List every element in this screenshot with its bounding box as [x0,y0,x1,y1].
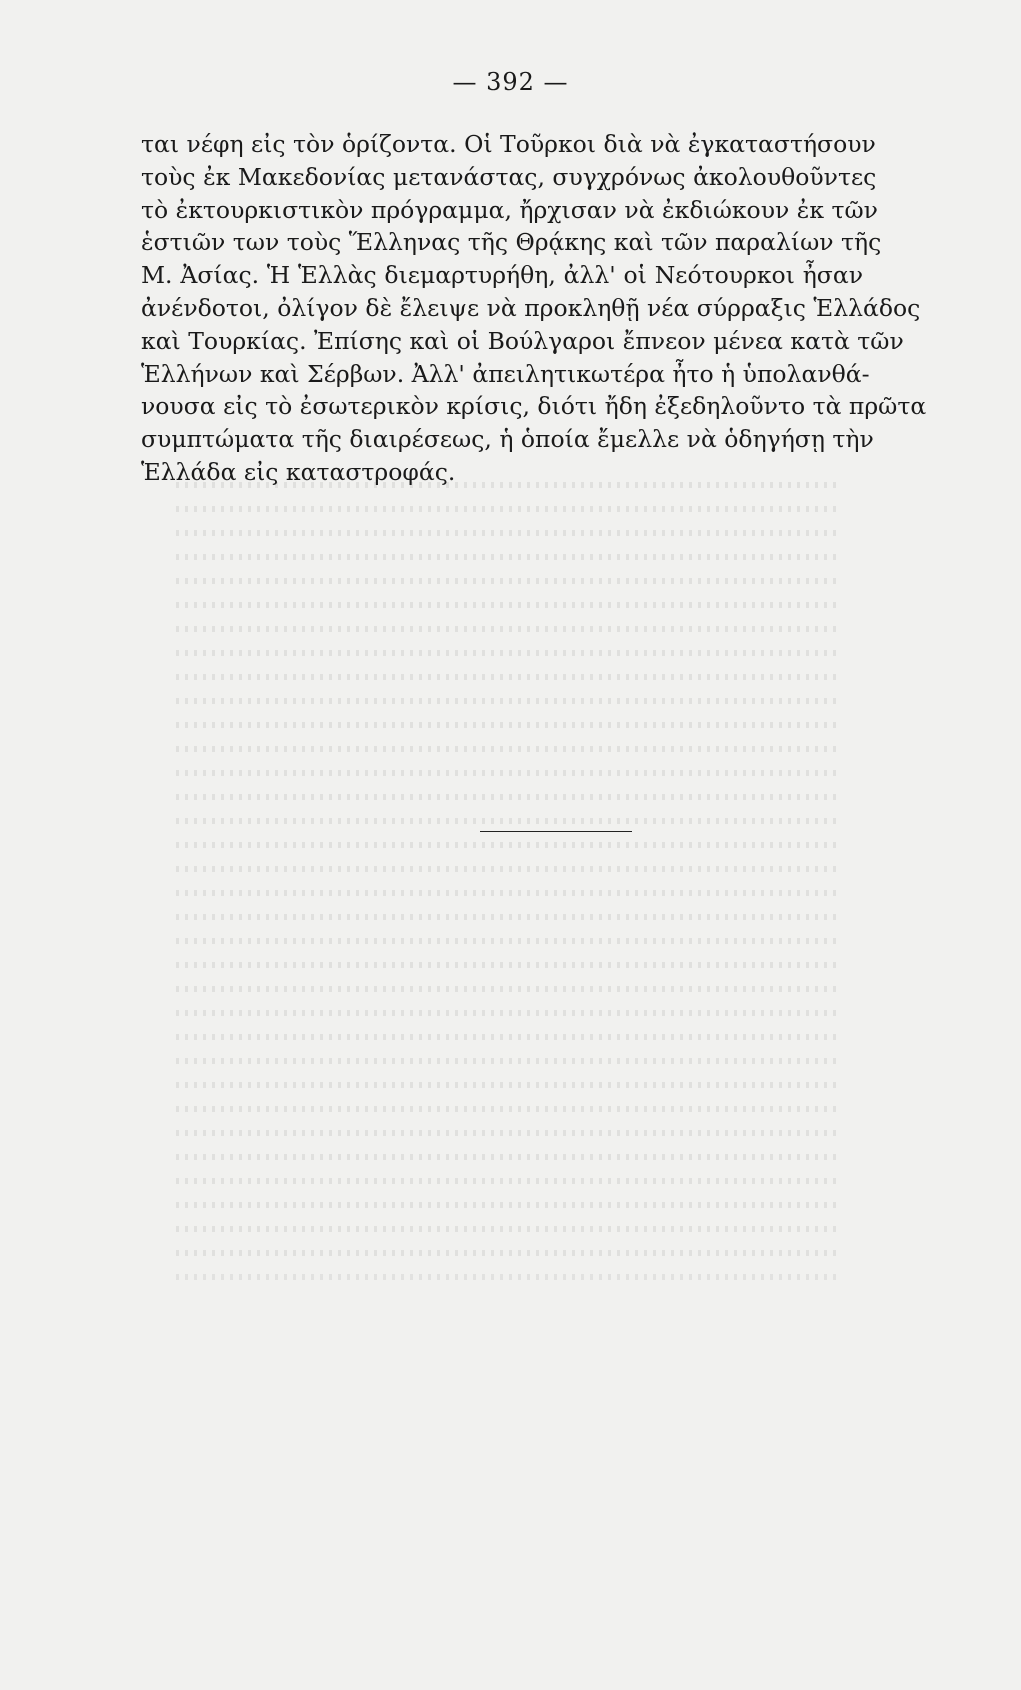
text-line: ἀνένδοτοι, ὀλίγον δὲ ἔλειψε νὰ προκληθῇ νέα σύρραξις Ἑλλάδος [141,293,921,322]
text-line: τὸ ἐκτουρκιστικὸν πρόγραμμα, ἤρχισαν νὰ ἐκδιώκουν ἐκ τῶν [141,195,878,224]
text-line: Ἑλλάδα εἰς καταστροφάς. [141,457,456,486]
body-text [141,128,927,489]
text-line: ἑστιῶν των τοὺς Ἕλληνας τῆς Θρᾴκης καὶ τῶν παραλίων τῆς [141,228,882,257]
page-number: — 392 — [452,68,569,96]
text-line: συμπτώματα τῆς διαιρέσεως, ἡ ὁποία ἔμελλε νὰ ὁδηγήσῃ τὴν [141,425,874,454]
horizontal-rule [480,831,632,832]
text-line: Μ. Ἀσίας. Ἡ Ἑλλὰς διεμαρτυρήθη, ἀλλ' οἱ Νεότουρκοι ἦσαν [141,261,863,290]
text-line: ται νέφη εἰς τὸν ὁρίζοντα. Οἱ Τοῦρκοι διὰ νὰ ἐγκαταστήσουν [141,130,876,158]
text-line: καὶ Τουρκίας. Ἐπίσης καὶ οἱ Βούλγαροι ἔπνεον μένεα κατὰ τῶν [141,326,904,355]
text-line: Ἑλλήνων καὶ Σέρβων. Ἀλλ' ἀπειλητικωτέρα ἦτο ἡ ὑπολανθά- [141,359,870,388]
text-line: τοὺς ἐκ Μακεδονίας μετανάστας, συγχρόνως ἀκολουθοῦντες [141,162,877,191]
text-line: νουσα εἰς τὸ ἐσωτερικὸν κρίσις, διότι ἤδη ἐξεδηλοῦντο τὰ πρῶτα [141,392,927,421]
bleed-through-texture [176,470,836,1690]
